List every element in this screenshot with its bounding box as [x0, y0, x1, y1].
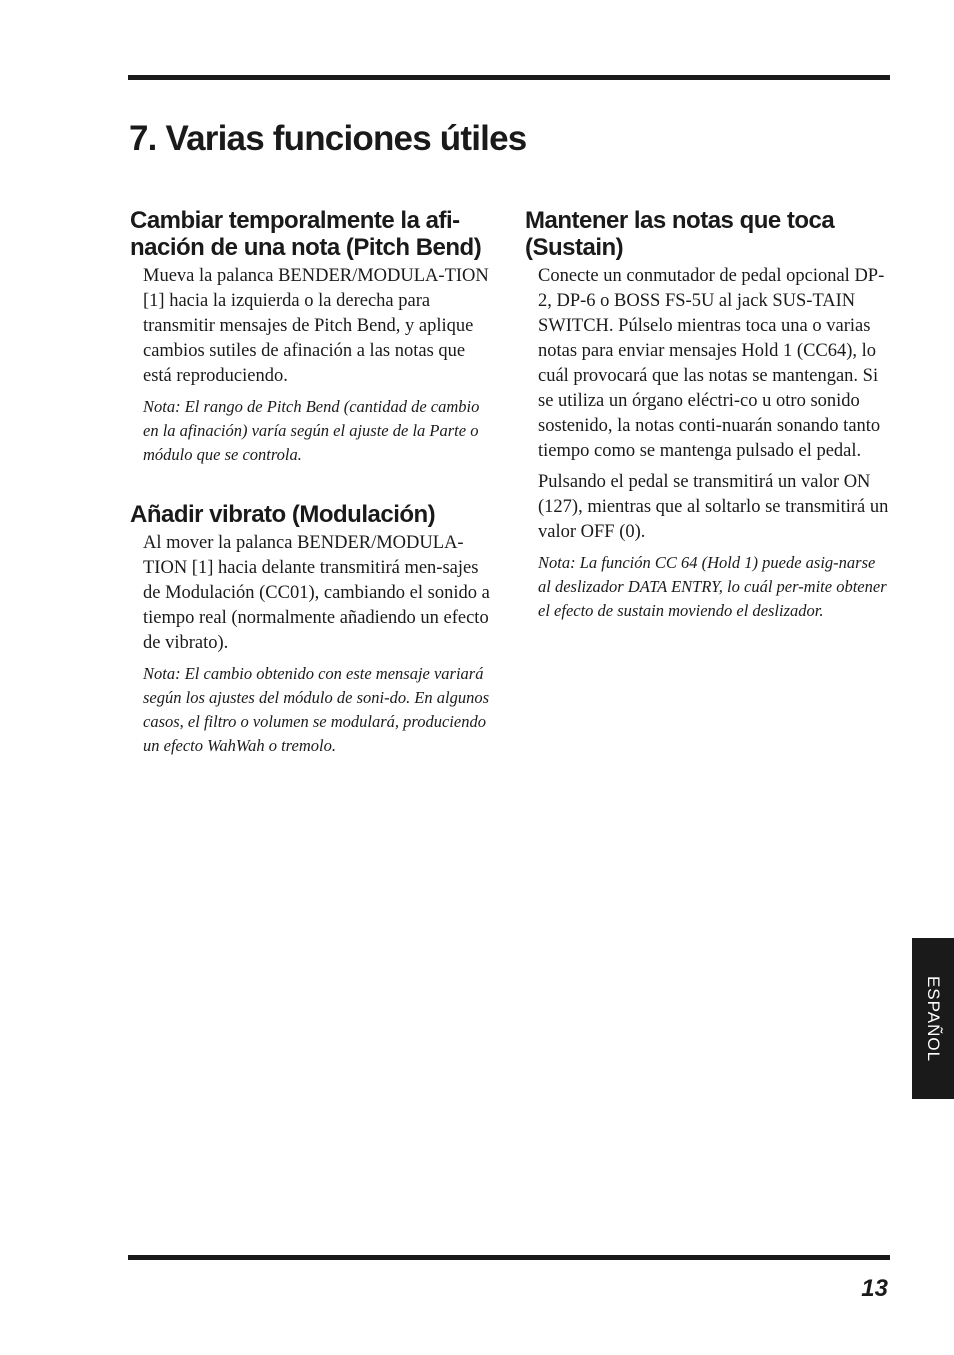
language-tab-label: ESPAÑOL [924, 975, 943, 1062]
left-column [130, 207, 490, 758]
section-title-pitch-bend: Cambiar temporalmente la afi-nación de una nota (Pitch Bend) [130, 207, 482, 261]
section-vibrato [130, 501, 490, 758]
page-number: 13 [861, 1275, 888, 1302]
top-rule [128, 75, 890, 80]
pitch-bend-note: Nota: El rango de Pitch Bend (cantidad de cambio en la afinación) varía según el ajuste de la Parte o módulo que se controla. [143, 397, 480, 464]
sustain-body-1: Conecte un conmutador de pedal opcional DP-2, DP-6 o BOSS FS-5U al jack SUS-TAIN SWITCH. Púlselo mientras toca una o varias notas para enviar mensajes Hold 1 (CC64), lo cuál provocará que las notas se mantengan. Si se utiliza un órgano eléctri-co u otro sonido sostenido, la notas conti-nuarán sonando tanto tiempo como se mantenga pulsado el pedal. [538, 266, 885, 461]
pitch-bend-body: Mueva la palanca BENDER/MODULA-TION [1] hacia la izquierda o la derecha para transmitir mensajes de Pitch Bend, y aplique cambios sutiles de afinación a las notas que está reproduciendo. [143, 266, 489, 386]
section-sustain [525, 207, 891, 623]
right-column [525, 207, 891, 623]
vibrato-note: Nota: El cambio obtenido con este mensaje variará según los ajustes del módulo de soni-do. En algunos casos, el filtro o volumen se modulará, produciendo un efecto WahWah o tremolo. [143, 664, 490, 755]
sustain-note: Nota: La función CC 64 (Hold 1) puede asig-narse al deslizador DATA ENTRY, lo cuál per-mite obtener el efecto de sustain moviendo el deslizador. [538, 553, 887, 620]
vibrato-body: Al mover la palanca BENDER/MODULA-TION [1] hacia delante transmitirá men-sajes de Modulación (CC01), cambiando el sonido a tiempo real (normalmente añadiendo un efecto de vibrato). [143, 533, 490, 653]
section-title-vibrato: Añadir vibrato (Modulación) [130, 501, 436, 528]
language-tab [912, 938, 954, 1099]
sustain-body-2: Pulsando el pedal se transmitirá un valor ON (127), mientras que al soltarlo se transmitirá un valor OFF (0). [538, 472, 889, 542]
section-pitch-bend [130, 207, 490, 467]
section-title-sustain: Mantener las notas que toca (Sustain) [525, 207, 835, 261]
chapter-title: 7. Varias funciones útiles [129, 119, 527, 158]
bottom-rule [128, 1255, 890, 1260]
